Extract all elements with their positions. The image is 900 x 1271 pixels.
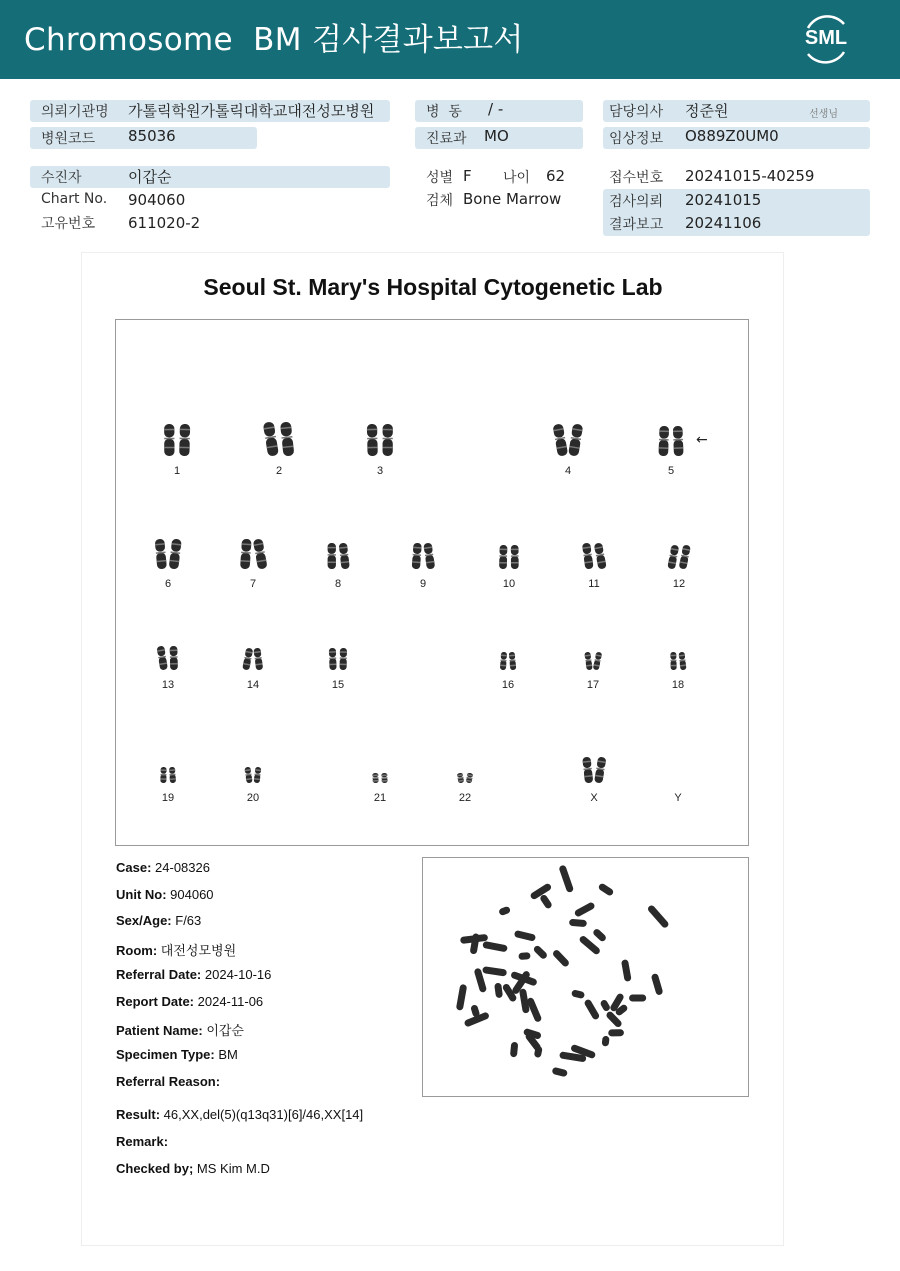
hospital-code-label: 병원코드 bbox=[41, 131, 96, 147]
chromosome bbox=[594, 757, 606, 784]
chromosome bbox=[670, 652, 676, 670]
chromosome bbox=[339, 543, 350, 570]
metaphase-chromosome bbox=[574, 901, 596, 917]
chromosome bbox=[340, 648, 348, 670]
report-field bbox=[116, 1047, 238, 1062]
report-field bbox=[116, 887, 214, 902]
report-field-value: 46,XX,del(5)(q13q31)[6]/46,XX[14] bbox=[160, 1107, 364, 1122]
report-field-value: MS Kim M.D bbox=[193, 1161, 270, 1176]
chromosome-label: 19 bbox=[161, 792, 175, 804]
chromosome-label: 1 bbox=[173, 465, 181, 477]
chromosome-label: 10 bbox=[502, 578, 516, 590]
karyogram bbox=[115, 319, 749, 846]
metaphase-chromosome bbox=[482, 941, 508, 952]
hospital-code-value: 85036 bbox=[128, 127, 176, 145]
metaphase-chromosome bbox=[608, 1029, 624, 1036]
chromosome-label: 18 bbox=[671, 679, 685, 691]
report-field bbox=[116, 967, 271, 982]
chromosome-label: 14 bbox=[246, 679, 260, 691]
chromosome bbox=[263, 421, 279, 456]
metaphase-chromosome bbox=[498, 906, 511, 916]
receipt-no-label: 접수번호 bbox=[609, 170, 664, 186]
report-field-value: 2024-10-16 bbox=[201, 967, 272, 982]
metaphase-chromosome bbox=[552, 949, 571, 968]
chromosome bbox=[367, 424, 378, 456]
chromosome-pair-10 bbox=[499, 545, 519, 590]
metaphase-chromosome bbox=[494, 983, 503, 999]
metaphase-chromosome bbox=[518, 952, 530, 960]
chromosome-pair-17 bbox=[584, 652, 602, 691]
logo-text: SML bbox=[804, 27, 848, 49]
unique-no-label: 고유번호 bbox=[41, 216, 96, 232]
karyogram-image bbox=[116, 320, 748, 845]
chromosome bbox=[254, 767, 262, 784]
report-header bbox=[0, 0, 900, 79]
chromosome-label: 12 bbox=[672, 578, 686, 590]
chromosome-pair-16 bbox=[500, 652, 516, 691]
chromosome bbox=[240, 539, 252, 570]
report-field bbox=[116, 1074, 220, 1089]
chromosome bbox=[457, 773, 465, 784]
lab-title: Seoul St. Mary's Hospital Cytogenetic Lab bbox=[203, 274, 663, 300]
report-field-label: Sex/Age: bbox=[116, 913, 172, 928]
chromosome-label: 8 bbox=[334, 578, 342, 590]
chromosome bbox=[164, 424, 174, 456]
chromosome bbox=[179, 424, 190, 456]
report-field bbox=[116, 1107, 363, 1122]
chromosome-pair-19 bbox=[160, 767, 176, 804]
clinical-info-value: O889Z0UM0 bbox=[685, 127, 779, 145]
receipt-no-value: 20241015-40259 bbox=[685, 167, 815, 185]
report-field bbox=[116, 940, 236, 959]
chromosome-pair-11 bbox=[582, 542, 607, 590]
chromosome-pair-20 bbox=[244, 767, 261, 804]
chromosome bbox=[673, 426, 684, 456]
request-date-value: 20241015 bbox=[685, 191, 762, 209]
report-date-value: 20241106 bbox=[685, 214, 762, 232]
chromosome bbox=[679, 544, 691, 569]
chromosome-label: 22 bbox=[458, 792, 472, 804]
chromosome bbox=[372, 773, 379, 783]
chromosome-label: Y bbox=[674, 792, 682, 804]
institution-label: 의뢰기관명 bbox=[41, 104, 109, 120]
age-value: 62 bbox=[546, 167, 566, 185]
chromosome-label: 20 bbox=[246, 792, 260, 804]
report-field-value: 대전성모병원 bbox=[157, 943, 237, 958]
chromosome-pair-13 bbox=[157, 646, 178, 691]
chromosome bbox=[170, 646, 178, 670]
metaphase-chromosome bbox=[552, 1067, 568, 1077]
specimen-value: Bone Marrow bbox=[463, 190, 562, 208]
chromosome-pair-18 bbox=[670, 652, 686, 691]
report-date-label: 결과보고 bbox=[609, 217, 664, 233]
chromosome bbox=[667, 545, 679, 570]
chromosome bbox=[253, 648, 263, 671]
metaphase-chromosome bbox=[456, 984, 468, 1011]
chromosome bbox=[328, 543, 336, 569]
patient-label: 수진자 bbox=[41, 170, 82, 186]
chromosome bbox=[329, 648, 337, 670]
metaphase-spread bbox=[422, 857, 749, 1097]
chromosome-pair-5 bbox=[658, 426, 683, 477]
metaphase-chromosome bbox=[598, 882, 615, 896]
metaphase-chromosome bbox=[510, 1042, 518, 1058]
report-field-value: 2024-11-06 bbox=[194, 994, 264, 1009]
report-field bbox=[116, 1020, 244, 1039]
chromosome bbox=[593, 652, 603, 671]
chromosome-pair-4 bbox=[552, 423, 583, 477]
patient-field bbox=[30, 166, 390, 188]
chromosome bbox=[466, 773, 474, 784]
chromosome bbox=[160, 767, 166, 783]
report-field-label: Referral Date: bbox=[116, 967, 202, 982]
chromosome bbox=[658, 426, 669, 456]
chromosome bbox=[509, 652, 517, 670]
chromosome-label: 15 bbox=[331, 679, 345, 691]
report-title: Chromosome BM 검사결과보고서 bbox=[24, 22, 524, 58]
chromosome-label: 21 bbox=[373, 792, 387, 804]
chromosome bbox=[169, 767, 176, 783]
report-field bbox=[116, 913, 201, 928]
chromosome-label: 2 bbox=[275, 465, 283, 477]
report-field-label: Case: bbox=[116, 860, 152, 875]
report-field bbox=[116, 994, 263, 1009]
chromosome bbox=[584, 652, 592, 671]
report-field-value: 24-08326 bbox=[151, 860, 210, 875]
doctor-suffix: 선생님 bbox=[809, 109, 838, 120]
metaphase-chromosome bbox=[629, 995, 646, 1002]
department-label: 진료과 bbox=[426, 131, 467, 147]
chromosome-pair-3 bbox=[367, 424, 393, 477]
chromosome-label: 3 bbox=[376, 465, 384, 477]
chromosome-pair-Y bbox=[674, 792, 682, 804]
report-field-label: Room: bbox=[116, 943, 158, 958]
chromosome-label: 4 bbox=[564, 465, 572, 477]
report-field bbox=[116, 1161, 270, 1176]
metaphase-chromosome bbox=[569, 919, 587, 927]
chromosome bbox=[582, 757, 593, 784]
chromosome-label: 11 bbox=[588, 578, 600, 590]
report-field-value: BM bbox=[214, 1047, 238, 1062]
chromosome bbox=[381, 773, 388, 783]
chromosome-label: X bbox=[590, 792, 598, 804]
sml-logo bbox=[798, 12, 854, 66]
metaphase-chromosome bbox=[571, 989, 585, 999]
chromosome bbox=[280, 422, 294, 457]
chromosome-pair-12 bbox=[667, 544, 691, 590]
chromosome bbox=[499, 545, 507, 569]
chromosome bbox=[679, 652, 687, 671]
chromosome-label: 17 bbox=[586, 679, 600, 691]
metaphase-chromosome bbox=[621, 959, 632, 982]
report-field-value: F/63 bbox=[171, 913, 202, 928]
institution-value: 가톨릭학원가톨릭대학교대전성모병원 bbox=[128, 102, 375, 120]
chromosome bbox=[383, 424, 393, 456]
report-field bbox=[116, 1134, 168, 1149]
chromosome-label: 9 bbox=[419, 578, 427, 590]
chromosome-pair-1 bbox=[164, 424, 190, 477]
chromosome bbox=[155, 539, 167, 570]
chromosome bbox=[242, 648, 253, 671]
report-field-label: Remark: bbox=[116, 1134, 169, 1149]
department-value: MO bbox=[484, 127, 509, 145]
patient-value: 이갑순 bbox=[128, 168, 172, 186]
report-field-label: Specimen Type: bbox=[116, 1047, 215, 1062]
ward-label: 병 동 bbox=[426, 104, 462, 120]
specimen-label: 검체 bbox=[426, 193, 454, 209]
clinical-info-label: 임상정보 bbox=[609, 131, 664, 147]
chromosome-pair-2 bbox=[263, 421, 295, 477]
metaphase-chromosome bbox=[651, 973, 664, 996]
ward-value: / - bbox=[488, 100, 504, 118]
metaphase-chromosome bbox=[539, 894, 553, 910]
metaphase-chromosome bbox=[592, 928, 607, 943]
metaphase-chromosome bbox=[482, 966, 507, 977]
metaphase-chromosome bbox=[532, 944, 548, 960]
chromosome-label: 7 bbox=[249, 578, 257, 590]
chromosome bbox=[552, 423, 568, 456]
doctor-label: 담당의사 bbox=[609, 104, 664, 120]
chromosome bbox=[423, 543, 435, 570]
metaphase-chromosome bbox=[558, 864, 574, 893]
chromosome-pair-X bbox=[582, 757, 606, 804]
sex-value: F bbox=[463, 167, 472, 185]
request-date-label: 검사의뢰 bbox=[609, 194, 664, 210]
chromosome-label: 6 bbox=[164, 578, 172, 590]
chromosome bbox=[582, 543, 594, 570]
unique-no-value: 611020-2 bbox=[128, 214, 201, 232]
report-field-label: Unit No: bbox=[116, 887, 167, 902]
report-field-label: Result: bbox=[116, 1107, 161, 1122]
chromosome bbox=[244, 767, 252, 784]
chromosome-pair-8 bbox=[328, 543, 350, 590]
metaphase-chromosome bbox=[602, 1036, 610, 1047]
doctor-value: 정준원 bbox=[685, 102, 729, 120]
chromosome bbox=[568, 423, 583, 456]
chromosome bbox=[500, 652, 507, 670]
report-field bbox=[116, 860, 210, 875]
metaphase-image bbox=[423, 858, 748, 1096]
metaphase-chromosome bbox=[599, 999, 611, 1012]
chromosome bbox=[253, 538, 268, 569]
chromosome-label: 5 bbox=[667, 465, 675, 477]
chromosome-pair-9 bbox=[412, 543, 436, 590]
sex-label: 성별 bbox=[426, 170, 454, 186]
metaphase-chromosome bbox=[647, 904, 670, 929]
chromosome bbox=[157, 646, 168, 671]
metaphase-chromosome bbox=[583, 998, 600, 1020]
chromosome bbox=[169, 539, 182, 570]
chromosome bbox=[594, 542, 607, 569]
report-field-label: Checked by; bbox=[116, 1161, 194, 1176]
chromosome-pair-21 bbox=[372, 773, 388, 804]
abnormal-arrow-icon: ← bbox=[696, 432, 708, 448]
chromosome-pair-6 bbox=[155, 539, 182, 590]
chart-no-value: 904060 bbox=[128, 191, 186, 209]
chromosome bbox=[511, 545, 519, 569]
chromosome-pair-14 bbox=[242, 648, 263, 691]
chromosome-pair-22 bbox=[457, 773, 474, 804]
report-field-value: 904060 bbox=[166, 887, 214, 902]
report-field-label: Patient Name: bbox=[116, 1023, 203, 1038]
report-field-label: Referral Reason: bbox=[116, 1074, 221, 1089]
chromosome-label: 16 bbox=[501, 679, 515, 691]
chromosome-pair-15 bbox=[329, 648, 347, 691]
chromosome bbox=[412, 543, 422, 570]
chromosome-label: 13 bbox=[161, 679, 175, 691]
metaphase-chromosome bbox=[514, 930, 536, 942]
chart-no-label: Chart No. bbox=[41, 191, 108, 207]
report-field-label: Report Date: bbox=[116, 994, 195, 1009]
report-field-value: 이갑순 bbox=[202, 1023, 244, 1038]
chromosome-pair-7 bbox=[240, 538, 268, 590]
age-label: 나이 bbox=[503, 170, 531, 186]
